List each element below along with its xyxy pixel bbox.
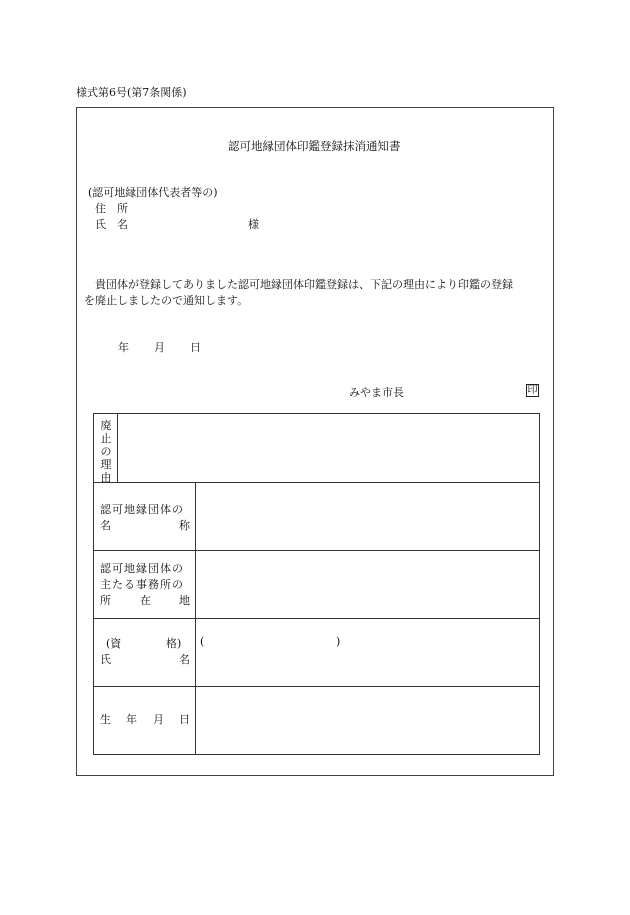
details-table (93, 413, 540, 755)
org-name-label-line1: 認可地縁団体の (100, 503, 184, 516)
org-name-label-a: 名 (100, 519, 111, 532)
office-label-line2: 主たる事務所の (100, 578, 184, 591)
issuer-name: みやま市長 (349, 386, 404, 399)
date-year: 年 (118, 341, 129, 354)
dob-value-field[interactable] (197, 688, 539, 754)
dob-label-b: 年 (126, 713, 137, 726)
reason-label: 廃 止 の 理 由 (100, 419, 112, 484)
recipient-address-label: 住 所 (95, 202, 128, 215)
reason-value-field[interactable] (119, 415, 539, 481)
office-label-line3c: 地 (179, 594, 190, 607)
document-title: 認可地縁団体印鑑登録抹消通知書 (228, 139, 401, 153)
label-column-divider (195, 482, 196, 755)
recipient-honorific: 様 (248, 218, 259, 231)
qualification-name-a: 氏 (100, 653, 111, 666)
dob-label-a: 生 (100, 713, 111, 726)
date-month: 月 (154, 341, 165, 354)
qualification-paren-open: ( (200, 635, 205, 648)
org-name-label-b: 称 (179, 519, 190, 532)
org-name-value-field[interactable] (197, 484, 539, 549)
table-row-divider (94, 482, 539, 483)
recipient-header: (認可地縁団体代表者等の) (88, 186, 218, 199)
qualification-label-open: (資 (106, 637, 122, 650)
body-line-2: を廃止しましたので通知します。 (84, 294, 249, 307)
table-row-divider (94, 550, 539, 551)
reason-column-divider (117, 414, 118, 482)
body-line-1: 貴団体が登録してありました認可地縁団体印鑑登録は、下記の理由により印鑑の登録 (95, 278, 513, 291)
office-label-line1: 認可地縁団体の (100, 562, 184, 575)
qualification-name-b: 名 (179, 653, 190, 666)
date-day: 日 (190, 341, 201, 354)
office-label-line3a: 所 (100, 594, 111, 607)
dob-label-d: 日 (179, 713, 190, 726)
table-row-divider (94, 618, 539, 619)
recipient-name-label: 氏 名 (95, 218, 128, 231)
office-value-field[interactable] (197, 552, 539, 617)
table-row-divider (94, 686, 539, 687)
qualification-paren-close: ) (336, 635, 341, 648)
qualification-label-close: 格) (166, 637, 182, 650)
dob-label-c: 月 (153, 713, 164, 726)
form-number: 様式第6号(第7条関係) (76, 86, 187, 99)
office-label-line3b: 在 (140, 594, 151, 607)
seal-mark: 印 (527, 385, 538, 396)
qualification-value-field[interactable] (197, 620, 539, 685)
